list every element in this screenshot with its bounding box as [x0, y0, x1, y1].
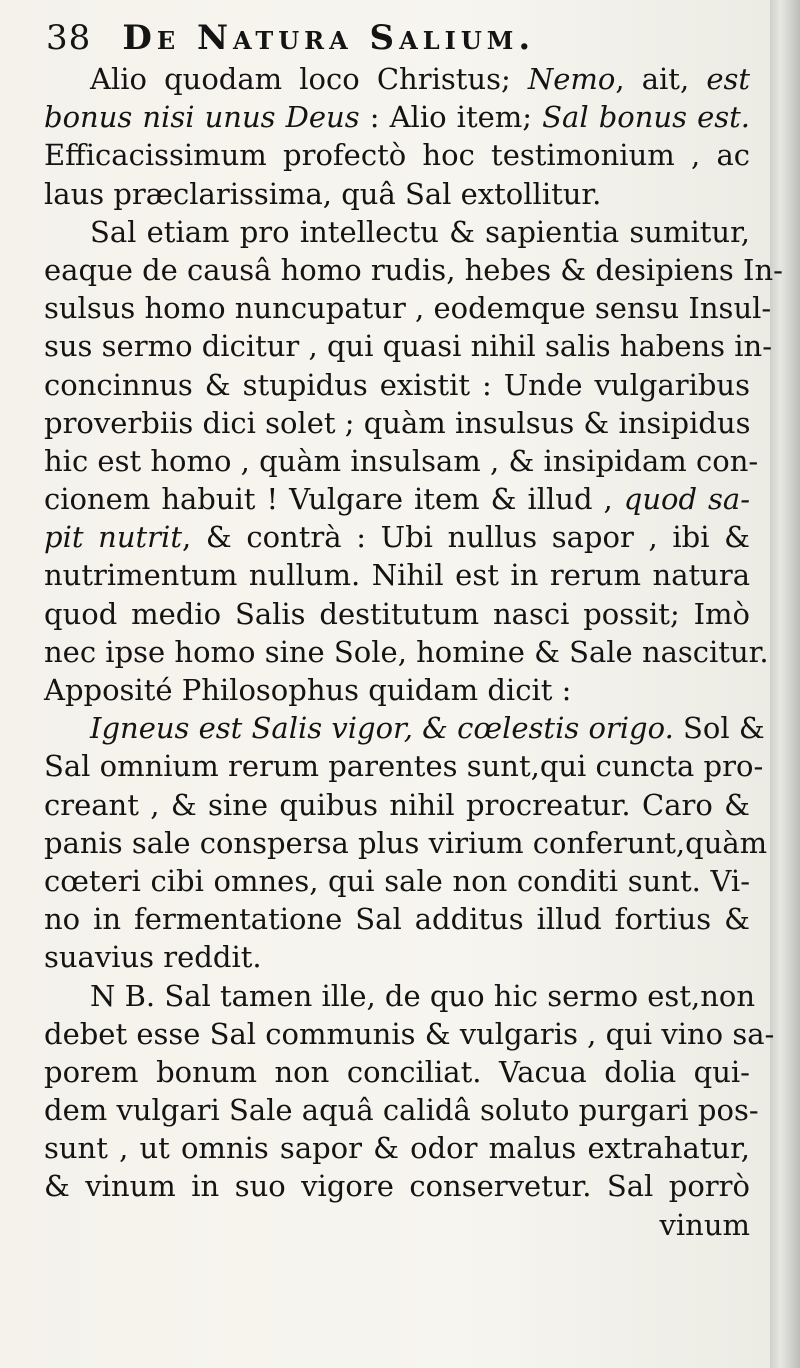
text-run: sus sermo dicitur , qui quasi nihil salis habens in- [44, 329, 773, 364]
text-run: , & contrà : Ubi nullus sapor , ibi & [181, 520, 750, 555]
text-run: porem bonum non conciliat. Vacua dolia qui- [44, 1054, 750, 1089]
text-run: cœteri cibi omnes, qui sale non conditi sunt. Vi- [44, 863, 750, 898]
text-run: N B. Sal tamen ille, de quo hic sermo est,non [90, 978, 756, 1013]
text-run: laus præclarissima, quâ Sal extollitur. [44, 176, 602, 211]
text-line [44, 862, 750, 900]
text-line [44, 900, 750, 938]
italic-text: est [706, 62, 751, 96]
text-line [44, 60, 750, 98]
text-line [44, 98, 750, 136]
text-run: debet esse Sal communis & vulgaris , qui vino sa- [44, 1016, 775, 1051]
text-run: no in fermentatione Sal additus illud fortius & [44, 902, 750, 937]
text-run: sulsus homo nuncupatur , eodemque sensu Insul- [44, 291, 772, 326]
text-run: Sal etiam pro intellectu & sapientia sumitur, [90, 214, 750, 249]
text-line [44, 709, 765, 747]
italic-text: Sal bonus est. [542, 100, 750, 135]
text-line [44, 1167, 750, 1205]
italic-text: pit nutrit [44, 520, 182, 555]
text-line [44, 1091, 759, 1129]
text-line [44, 633, 769, 671]
text-line [44, 518, 750, 556]
text-run: & vinum in suo vigore conservetur. Sal porrò [44, 1169, 750, 1204]
text-line [44, 1053, 750, 1091]
text-run: panis sale conspersa plus virium conferunt,quàm [44, 825, 768, 860]
text-run: proverbiis dici solet ; quàm insulsus & insipidus [44, 405, 751, 440]
running-title: De Natura Salium. [122, 18, 536, 58]
text-line [44, 480, 750, 518]
text-line [44, 556, 750, 594]
text-run: nutrimentum nullum. Nihil est in rerum natura [44, 558, 750, 593]
text-run: nec ipse homo sine Sole, homine & Sale nascitur. [44, 634, 769, 669]
text-line [44, 289, 772, 327]
text-line [44, 977, 756, 1015]
text-line [44, 404, 750, 442]
text-run: eaque de causâ homo rudis, hebes & desipiens In- [44, 252, 783, 287]
italic-text: Igneus est Salis vigor, & cœlestis origo. [90, 711, 674, 746]
text-line [44, 1206, 750, 1244]
text-run: Sol & [673, 711, 765, 746]
text-run: concinnus & stupidus existit : Unde vulgaribus [44, 367, 750, 402]
text-run: quod medio Salis destitutum nasci possit; Imò [44, 596, 750, 631]
italic-text: quod sa- [623, 482, 750, 517]
text-run: creant , & sine quibus nihil procreatur. Caro & [44, 787, 750, 822]
body-text [44, 60, 783, 1244]
italic-text: bonus nisi unus Deus [44, 100, 360, 135]
text-line [44, 442, 759, 480]
text-run: Apposité Philosophus quidam dicit : [44, 673, 572, 707]
text-run: suavius reddit. [44, 940, 262, 975]
page-number: 38 [46, 18, 92, 58]
text-line [44, 251, 783, 289]
text-run: Alio quodam loco Christus; [90, 62, 528, 96]
text-line [44, 747, 764, 785]
text-run: : Alio item; [359, 100, 543, 135]
text-line [44, 824, 768, 862]
text-run: hic est homo , quàm insulsam , & insipidam con- [44, 443, 759, 478]
text-line [44, 213, 750, 251]
text-line [44, 1129, 750, 1167]
page-header [46, 18, 736, 62]
text-line [44, 327, 773, 365]
text-line [44, 786, 750, 824]
text-run: vinum [659, 1207, 750, 1242]
text-line [44, 136, 750, 174]
text-run: dem vulgari Sale aquâ calidâ soluto purgari pos- [44, 1093, 759, 1128]
text-run: , ait, [615, 62, 707, 96]
page-edge [770, 0, 800, 1368]
text-line [44, 366, 750, 404]
text-line [44, 671, 750, 709]
text-line [44, 1015, 775, 1053]
text-run: Sal omnium rerum parentes sunt,qui cuncta pro- [44, 749, 764, 784]
text-line [44, 595, 750, 633]
text-run: sunt , ut omnis sapor & odor malus extrahatur, [44, 1131, 750, 1166]
text-run: Efficacissimum profectò hoc testimonium , ac [44, 138, 750, 173]
text-line [44, 938, 750, 976]
text-run: cionem habuit ! Vulgare item & illud , [44, 482, 624, 517]
italic-text: Nemo [527, 62, 616, 96]
text-line [44, 175, 750, 213]
